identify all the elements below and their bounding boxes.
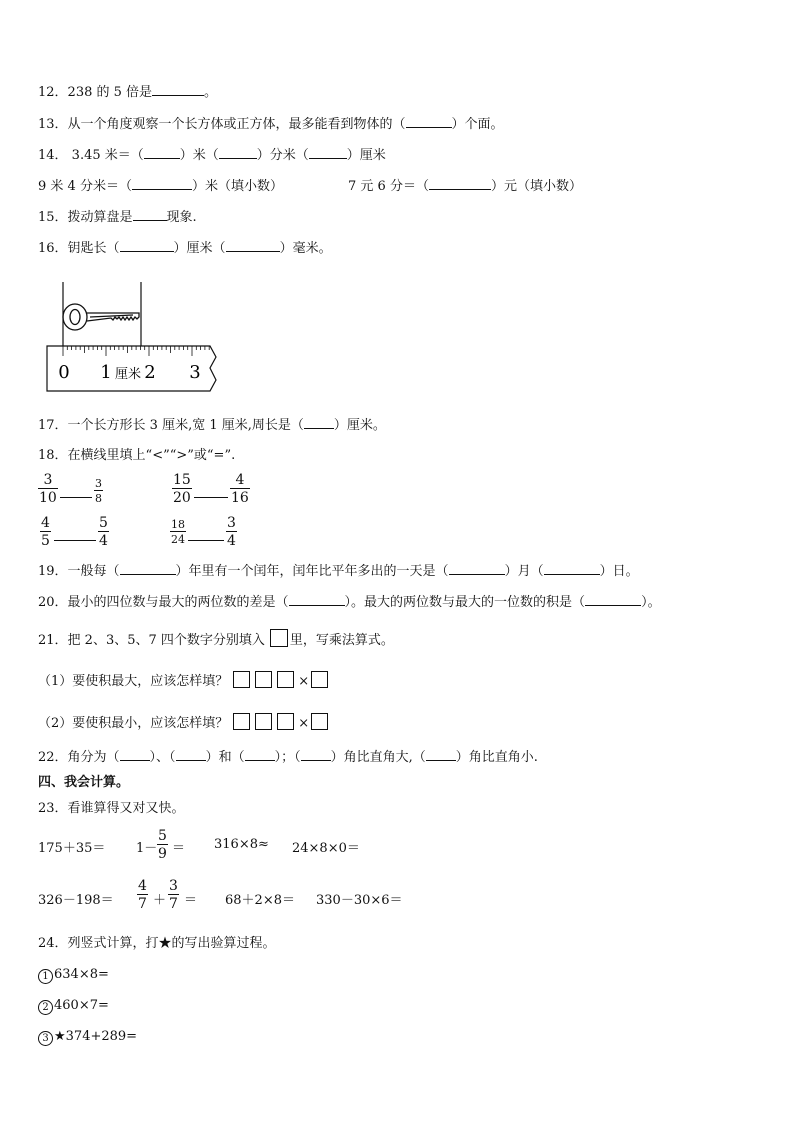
- fraction: $\frac{4}{16}$: [231, 472, 249, 506]
- answer-blank[interactable]: [406, 116, 452, 128]
- section-heading: 四、我会计算。: [38, 775, 130, 790]
- calc-item: ＝: [184, 893, 198, 908]
- answer-blank[interactable]: [176, 749, 206, 761]
- digit-box[interactable]: [277, 671, 294, 688]
- compare-blank[interactable]: [60, 497, 92, 498]
- answer-blank[interactable]: [133, 209, 167, 221]
- question-21-sub-2: （2）要使积最小，应该怎样填？ ×: [38, 713, 328, 732]
- question-14: 14． 3.45 米＝（ ）米（ ）分米（ ）厘米: [38, 148, 386, 163]
- compare-blank[interactable]: [194, 497, 228, 498]
- fraction: $\frac{3}{8}$: [95, 477, 102, 505]
- question-14-part-c: 7 元 6 分＝（ ）元（填小数）: [348, 179, 582, 194]
- digit-box[interactable]: [233, 671, 250, 688]
- ruler-label-2: 2: [144, 362, 156, 383]
- question-14-part-b: 9 米 4 分米＝（ ）米（填小数）: [38, 179, 283, 194]
- fraction: $\frac{18}{24}$: [171, 518, 185, 546]
- calc-item: ＝: [172, 841, 186, 856]
- calc-item: ＋: [153, 893, 167, 908]
- fraction: $\frac{3}{7}$: [169, 878, 178, 912]
- answer-blank[interactable]: [245, 749, 275, 761]
- q24-item-2: 2 460×7=: [38, 998, 109, 1015]
- answer-blank[interactable]: [426, 749, 456, 761]
- question-15: 15．拨动算盘是 现象.: [38, 210, 197, 225]
- fraction: $\frac{4}{7}$: [138, 878, 147, 912]
- question-21: 21．把 2、3、5、7 四个数字分别填入 里，写乘法算式。: [38, 629, 394, 649]
- q24-item-1: 1 634×8=: [38, 967, 109, 984]
- question-23: 23．看谁算得又对又快。: [38, 801, 185, 816]
- digit-box-icon: [270, 629, 288, 647]
- calc-item: 330－30×6＝: [316, 893, 403, 908]
- question-16: 16．钥匙长（ ）厘米（ ）毫米。: [38, 241, 332, 256]
- question-21-sub-1: （1）要使积最大，应该怎样填？ ×: [38, 671, 328, 690]
- answer-blank[interactable]: [449, 563, 505, 575]
- calc-item: 175＋35＝: [38, 841, 106, 856]
- answer-blank[interactable]: [219, 147, 257, 159]
- answer-blank[interactable]: [304, 417, 334, 429]
- fraction: $\frac{5}{4}$: [99, 515, 108, 549]
- fraction: $\frac{3}{4}$: [227, 515, 236, 549]
- calc-item: 24×8×0＝: [292, 841, 360, 856]
- ruler-label-1: 1: [100, 362, 112, 383]
- question-12: 12．238 的 5 倍是 。: [38, 85, 218, 100]
- calc-item: 1－: [136, 841, 158, 856]
- answer-blank[interactable]: [144, 147, 180, 159]
- answer-blank[interactable]: [152, 84, 204, 96]
- compare-blank[interactable]: [188, 540, 224, 541]
- circled-number-icon: 1: [38, 969, 53, 984]
- circled-number-icon: 2: [38, 1000, 53, 1015]
- ruler-label-3: 3: [189, 362, 201, 383]
- circled-number-icon: 3: [38, 1031, 53, 1046]
- answer-blank[interactable]: [585, 594, 641, 606]
- fraction: $\frac{15}{20}$: [173, 472, 191, 506]
- calc-item: 68＋2×8＝: [225, 893, 295, 908]
- q24-item-3: 3 ★374+289=: [38, 1029, 137, 1046]
- ruler-key-figure: [40, 282, 222, 394]
- answer-blank[interactable]: [289, 594, 345, 606]
- question-13: 13．从一个角度观察一个长方体或正方体，最多能看到物体的（ ）个面。: [38, 117, 504, 132]
- question-22: 22．角分为（ ）、（ ）和（ ）；（ ）角比直角大,（ ）角比直角小.: [38, 750, 538, 765]
- answer-blank[interactable]: [301, 749, 331, 761]
- question-17: 17．一个长方形长 3 厘米,宽 1 厘米,周长是（ ）厘米。: [38, 418, 386, 433]
- digit-box[interactable]: [233, 713, 250, 730]
- question-20: 20．最小的四位数与最大的两位数的差是（ ）。最大的两位数与最大的一位数的积是（ ）。: [38, 595, 661, 610]
- calc-item: 326－198＝: [38, 893, 114, 908]
- ruler-label-0: 0: [58, 362, 70, 383]
- answer-blank[interactable]: [132, 178, 192, 190]
- compare-blank[interactable]: [54, 540, 96, 541]
- key-icon: [63, 304, 139, 330]
- fraction: $\frac{4}{5}$: [41, 515, 50, 549]
- digit-box[interactable]: [311, 713, 328, 730]
- fraction: $\frac{3}{10}$: [39, 472, 57, 506]
- answer-blank[interactable]: [120, 563, 176, 575]
- question-19: 19．一般每（ ）年里有一个闰年，闰年比平年多出的一天是（ ）月（ ）日。: [38, 564, 639, 579]
- answer-blank[interactable]: [544, 563, 600, 575]
- digit-box[interactable]: [255, 671, 272, 688]
- answer-blank[interactable]: [120, 749, 150, 761]
- fraction: $\frac{5}{9}$: [158, 828, 167, 862]
- answer-blank[interactable]: [120, 240, 174, 252]
- question-24: 24．列竖式计算，打★的写出验算过程。: [38, 936, 276, 951]
- question-18: 18．在横线里填上“<”“>”或“=”.: [38, 448, 236, 463]
- answer-blank[interactable]: [309, 147, 347, 159]
- q12-text: 12．238 的 5 倍是: [38, 85, 153, 100]
- answer-blank[interactable]: [429, 178, 491, 190]
- answer-blank[interactable]: [226, 240, 280, 252]
- digit-box[interactable]: [255, 713, 272, 730]
- calc-item: 316×8≈: [214, 837, 269, 852]
- ruler-unit: 厘米: [114, 367, 142, 382]
- digit-box[interactable]: [311, 671, 328, 688]
- digit-box[interactable]: [277, 713, 294, 730]
